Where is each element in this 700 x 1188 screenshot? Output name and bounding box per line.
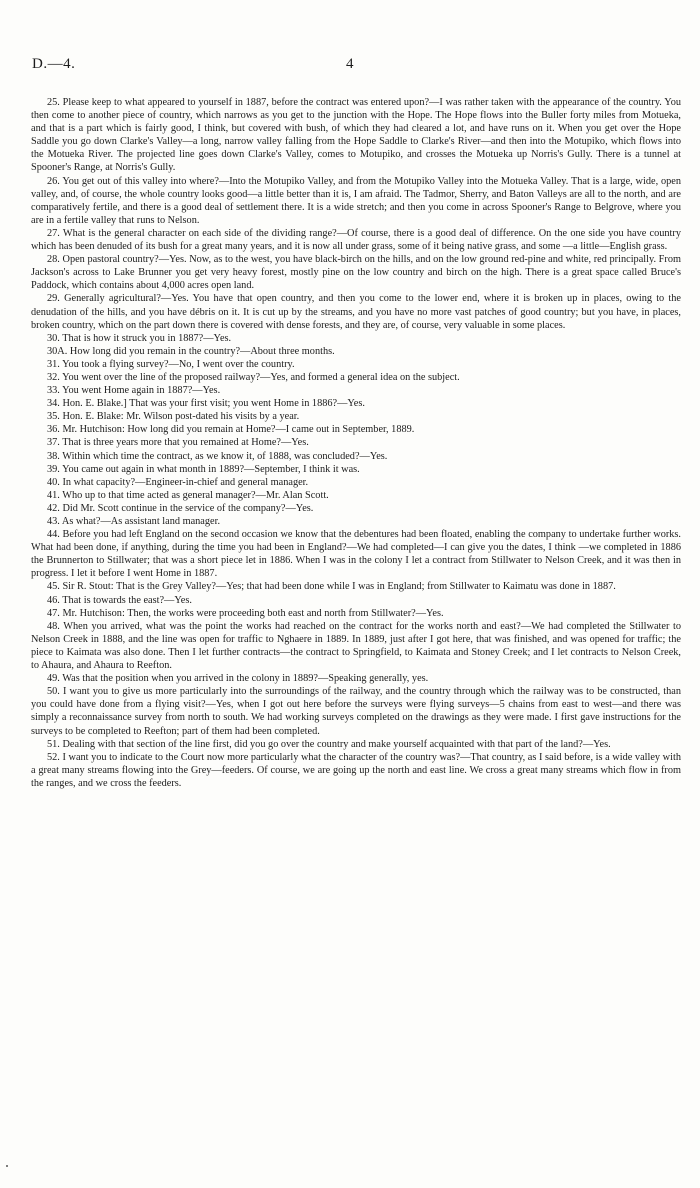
- paragraph: 44. Before you had left England on the second occasion we know that the debentures had been floated, enabling the company to undertake further works. What had been done, if anything, during the time you had been in England?—We had completed—I can give you the dates, I think —we completed in 1886 the Brunnerton to Stillwater; that was a short piece let in 1886. When I was in the colony I let a contract from Stillwater to Nelson Creek, and it was then in progress. I let it before I went Home in 1887.: [31, 529, 681, 580]
- paragraph: 27. What is the general character on each side of the dividing range?—Of course, there is a good deal of difference. On the one side you have country which has been denuded of its bush for a great many years, and it is now all under grass, some of it being native grass, and some —a little—English grass.: [31, 227, 681, 253]
- paragraph: 35. Hon. E. Blake: Mr. Wilson post-dated his visits by a year.: [47, 411, 300, 423]
- paragraph: 25. Please keep to what appeared to yourself in 1887, before the contract was entered upon?—I was rather taken with the appearance of the country. You then come to another piece of country, which narrows as you get to the junction with the Hope. The Hope flows into the Buller forty miles from Motueka, and that is a part which is fairly good, I think, but covered with bush, of which they had cleared a lot, and have runs on it. When you get over the Hope Saddle you go down Clarke's Valley—a long, narrow valley falling from the Hope Saddle to Clarke's River—and then into the Motupiko, which flows into the Motueka River. The projected line goes down Clarke's Valley, comes to Motupiko, and crosses the Motueka up Norris's Gully. There is a tunnel at Spooner's Range, at Norris's Gully.: [31, 97, 681, 174]
- paragraph: 42. Did Mr. Scott continue in the service of the company?—Yes.: [47, 502, 314, 514]
- paragraph: 32. You went over the line of the proposed railway?—Yes, and formed a general idea on the subject.: [47, 371, 460, 383]
- paragraph: 34. Hon. E. Blake.] That was your first visit; you went Home in 1886?—Yes.: [47, 398, 365, 410]
- paragraph: 36. Mr. Hutchison: How long did you remain at Home?—I came out in September, 1889.: [47, 424, 415, 436]
- paragraph: 40. In what capacity?—Engineer-in-chief and general manager.: [47, 476, 309, 488]
- paragraph: 37. That is three years more that you remained at Home?—Yes.: [47, 437, 309, 449]
- paragraph: 29. Generally agricultural?—Yes. You have that open country, and then you come to the lower end, where it is broken up in places, owing to the denudation of the hills, and you have débris on it. It is cut up by the streams, and you have no more vast patches of good country; but you have, in places, broken country, which on the part down there is covered with dense forests, and they are, of course, very valuable in some places.: [31, 293, 681, 331]
- testimony-body: [31, 96, 681, 790]
- document-id: D.—4.: [32, 56, 76, 72]
- paragraph: 39. You came out again in what month in 1889?—September, I think it was.: [47, 463, 360, 475]
- paragraph: 46. That is towards the east?—Yes.: [47, 594, 192, 606]
- paragraph: 26. You get out of this valley into where?—Into the Motupiko Valley, and from the Motupiko Valley into the Motueka Valley. That is a large, wide, open valley, and, of course, the whole country looks good—a little better than it is, I am afraid. The Tadmor, Sherry, and Baton Valleys are all to the north, and are comparatively fertile, and there is a good deal of settlement there. It is a wide stretch; and then you come in across Spooner's Range to Belgrove, where you are in a fertile valley that runs to Nelson.: [31, 175, 681, 226]
- paragraph: 28. Open pastoral country?—Yes. Now, as to the west, you have black-birch on the hills, and on the low ground red-pine and white, red principally. From Jackson's across to Lake Brunner you get very heavy forest, mostly pine on the low country and birch on the high. There is a great space called Bruce's Paddock, which contains about 4,000 acres open land.: [31, 254, 681, 292]
- scan-speck: [6, 1165, 8, 1167]
- paragraph: 51. Dealing with that section of the line first, did you go over the country and make yourself acquainted with that part of the land?—Yes.: [47, 738, 611, 750]
- paragraph: 43. As what?—As assistant land manager.: [47, 516, 221, 527]
- paragraph: 45. Sir R. Stout: That is the Grey Valley?—Yes; that had been done while I was in England; from Stillwater to Kaimatu was done in 1887.: [47, 581, 616, 593]
- paragraph: 41. Who up to that time acted as general manager?—Mr. Alan Scott.: [47, 489, 329, 501]
- paragraph: 31. You took a flying survey?—No, I went over the country.: [47, 358, 295, 370]
- paragraph: 30. That is how it struck you in 1887?—Yes.: [47, 332, 232, 344]
- paragraph: 47. Mr. Hutchison: Then, the works were proceeding both east and north from Stillwater?—Yes.: [47, 607, 444, 619]
- paragraph: 49. Was that the position when you arrived in the colony in 1889?—Speaking generally, yes.: [47, 673, 429, 685]
- paragraph: 50. I want you to give us more particularly into the surroundings of the railway, and the country through which the railway was to be constructed, than you could have done from a flying visit?—Yes, when I got out here before the surveys were flying surveys—5 chains from east to west—and there was simply a reconnaissance survey from north to south. We had working surveys completed on the drawings as they were made. I first gave instructions for the surveys to be completed to Reefton; part of them had been completed.: [31, 686, 681, 737]
- paragraph: 38. Within which time the contract, as we know it, of 1888, was concluded?—Yes.: [47, 450, 388, 462]
- paragraph: 33. You went Home again in 1887?—Yes.: [47, 385, 221, 397]
- page-number: 4: [346, 56, 354, 72]
- paragraph: 48. When you arrived, what was the point the works had reached on the contract for the works north and east?—We had completed the Stillwater to Nelson Creek in 1888, and the line was open for traffic to Nghaere in 1889. In 1889, just after I got here, that was finished, and was opened for traffic; the piece to Kaimata was also done. Then I let further contracts—the contract to Springfield, to Kaimata and Stoney Creek; and I let contracts to Nelson Creek, to Ahaura, and Ahaura to Reefton.: [31, 620, 681, 672]
- paragraph: 30A. How long did you remain in the country?—About three months.: [47, 345, 335, 357]
- paragraph: 52. I want you to indicate to the Court now more particularly what the character of the country was?—That country, as I said before, is a wide valley with a great many streams flowing into the Grey—feeders. Of course, we are going up the north and east line. We cross a great many streams which flow in from the ranges, and we cross the feeders.: [31, 751, 681, 789]
